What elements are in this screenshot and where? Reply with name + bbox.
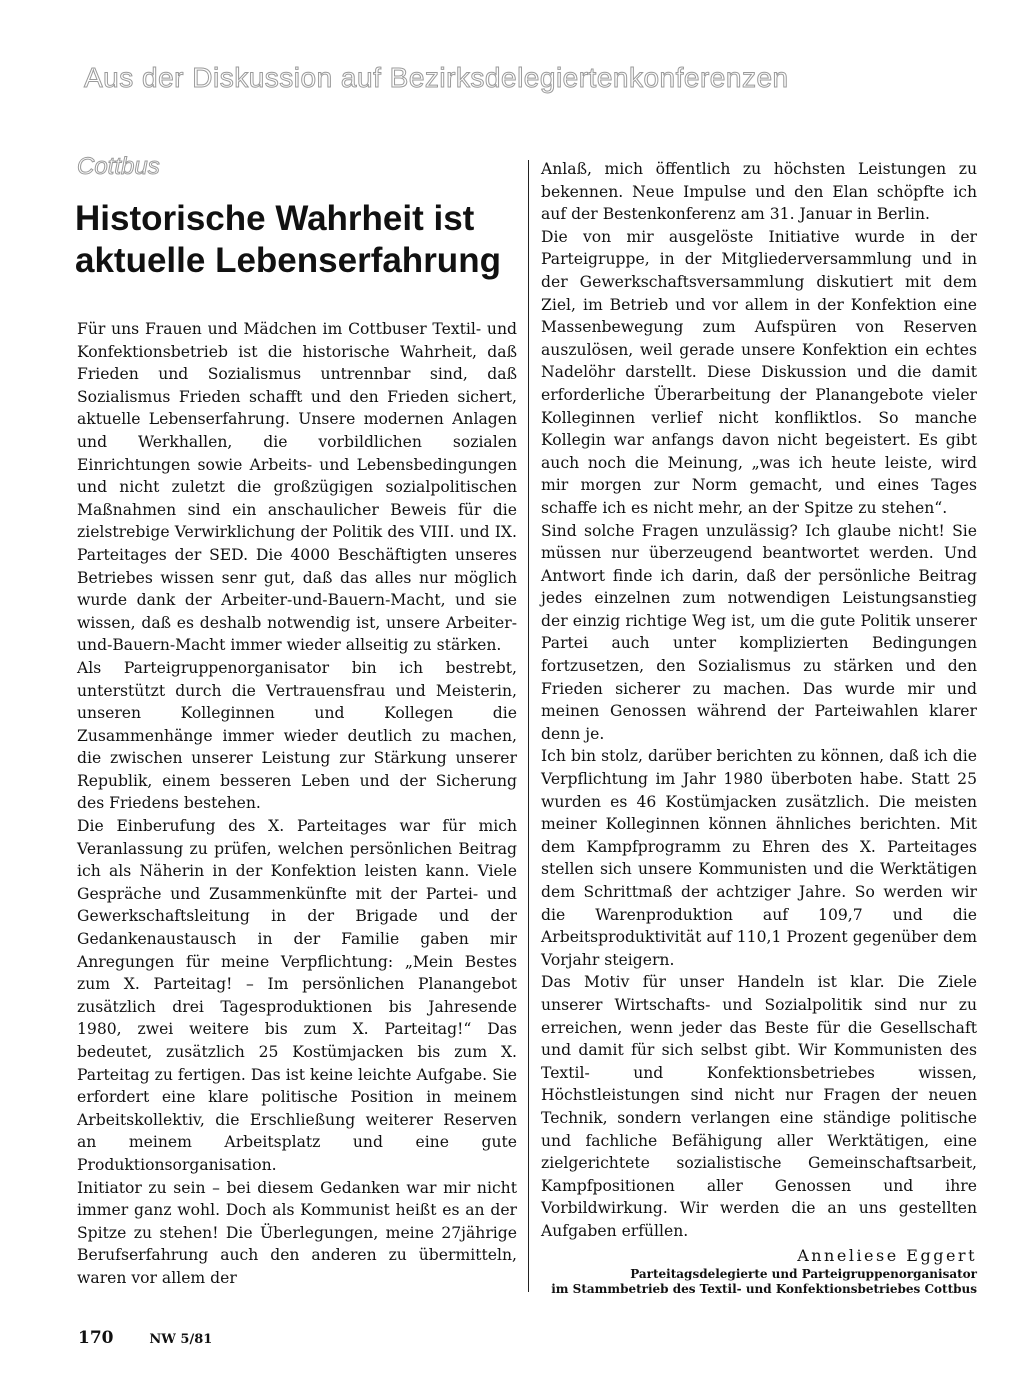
paragraph: Ich bin stolz, darüber berichten zu können, daß ich die Verpflichtung im Jahr 1980 überboten habe. Statt 25 wurden es 46 Kostümjacken zusätzlich. Die meisten meiner Kolleginnen können ähnliches berichten. Mit dem Kampfprogramm zu Ehren des X. Parteitages stellen sich unsere Kommunisten und die Werktätigen dem Schrittmaß der achtziger Jahre. So werden wir die Warenproduktion auf 109,7 und die Arbeitsproduktivität auf 110,1 Prozent gegenüber dem Vorjahr steigern. [541,747,977,969]
paragraph: Das Motiv für unser Handeln ist klar. Die Ziele unserer Wirtschafts- und Sozialpolitik sind nur zu erreichen, wenn jeder das Beste für die Gesellschaft und damit für sich selbst gibt. Wir Kommunisten des Textil- und Konfektionsbetriebes wissen, Höchstleistungen sind nicht nur Fragen der neuen Technik, sondern verlangen eine ständige politische und fachliche Befähigung aller Werktätigen, eine zielgerichtete sozialistische Gemeinschaftsarbeit, Kampfpositionen aller Genossen und ihre Vorbildwirkung. Wir werden die an uns gestellten Aufgaben erfüllen. [541,973,977,1240]
page-footer [78,1328,212,1348]
page-number: 170 [78,1328,114,1348]
author-role: Parteitagsdelegierte und Parteigruppenorganisator [630,1266,977,1281]
signature-block [541,1245,977,1297]
city-label: Cottbus [77,153,160,180]
paragraph: Für uns Frauen und Mädchen im Cottbuser Textil- und Konfektionsbetrieb ist die historische Wahrheit, daß Frieden und Sozialismus untrennbar sind, daß Sozialismus Frieden schafft und den Frieden sichert, aktuelle Lebenserfahrung. Unsere modernen Anlagen und Werkhallen, die vorbildlichen sozialen Einrichtungen sowie Arbeits- und Lebensbedingungen und nicht zuletzt die großzügigen sozialpolitischen Maßnahmen sind ein anschaulicher Beweis für die zielstrebige Verwirklichung der Politik des VIII. und IX. Parteitages der SED. Die 4000 Beschäftigten unseres Betriebes wissen senr gut, daß das alles nur möglich wurde dank der Arbeiter-und-Bauern-Macht, und sie wissen, daß es deshalb notwendig ist, unsere Arbeiter-und-Bauern-Macht immer wieder allseitig zu stärken. [77,320,517,655]
issue-label: NW 5/81 [149,1332,213,1347]
paragraph: Anlaß, mich öffentlich zu höchsten Leistungen zu bekennen. Neue Impulse und den Elan schöpfte ich auf der Bestenkonferenz am 31. Januar in Berlin. [541,160,977,224]
paragraph: Sind solche Fragen unzulässig? Ich glaube nicht! Sie müssen nur überzeugend beantwortet werden. Und Antwort finde ich darin, daß der persönliche Beitrag jedes einzelnen zum notwendigen Leistungsanstieg der einzig richtige Weg ist, um die gute Politik unserer Partei auch unter komplizierten Bedingungen fortzusetzen, den Sozialismus zu stärken und den Frieden sicherer zu machen. Das wurde mir und meinen Genossen während der Parteiwahlen klarer denn je. [541,521,977,743]
paragraph: Als Parteigruppenorganisator bin ich bestrebt, unterstützt durch die Vertrauensfrau und Meisterin, unseren Kolleginnen und Kollegen die Zusammenhänge immer wieder deutlich zu machen, die zwischen unserer Leistung zur Stärkung unserer Republik, einem besseren Leben und der Sicherung des Friedens bestehen. [77,658,517,813]
right-column [541,158,977,1297]
column-divider [528,160,529,1292]
paragraph: Die von mir ausgelöste Initiative wurde in der Parteigruppe, in der Mitgliederversammlung und in der Gewerkschaftsversammlung diskutiert mit dem Ziel, im Betrieb und vor allem in der Konfektion eine Massenbewegung zum Aufspüren von Reserven auszulösen, weil gerade unsere Konfektion ein echtes Nadelöhr darstellt. Diese Diskussion und die damit erforderliche Überarbeitung der Planangebote vieler Kolleginnen verlief nicht konfliktlos. So manche Kollegin war anfangs davon nicht begeistert. Es gibt auch noch die Meinung, „was ich heute leiste, wird mir morgen zur Norm gemacht, und eines Tages schaffe ich es nicht mehr, an der Spitze zu stehen“. [541,227,977,517]
paragraph: Die Einberufung des X. Parteitages war für mich Veranlassung zu prüfen, welchen persönlichen Beitrag ich als Näherin in der Konfektion leisten kann. Viele Gespräche und Zusammenkünfte mit der Partei- und Gewerkschaftsleitung in der Brigade und der Gedankenaustausch in der Familie gaben mir Anregungen für meine Verpflichtung: „Mein Bestes zum X. Parteitag! – Im persönlichen Planangebot zusätzlich drei Tagesproduktionen bis Jahresende 1980, zwei weitere bis zum X. Parteitag!“ Das bedeutet, zusätzlich 25 Kostümjacken bis zum X. Parteitag zu fertigen. Das ist keine leichte Aufgabe. Sie erfordert eine klare politische Position in meinem Arbeitskollektiv, die Erschließung weiterer Reserven an meinem Arbeitsplatz und eine gute Produktionsorganisation. [77,817,517,1174]
author-name: Anneliese Eggert [797,1245,977,1265]
left-column [77,318,517,1290]
paragraph: Initiator zu sein – bei diesem Gedanken war mir nicht immer ganz wohl. Doch als Kommunist heißt es an der Spitze zu stehen! Die Überlegungen, meine 27jährige Berufserfahrung auch den anderen zu übermitteln, waren vor allem der [77,1178,517,1287]
section-kicker: Aus der Diskussion auf Bezirksdelegiertenkonferenzen [84,62,789,93]
author-affiliation: im Stammbetrieb des Textil- und Konfektionsbetriebes Cottbus [551,1281,977,1296]
article-headline: Historische Wahrheit ist aktuelle Lebenserfahrung [75,199,501,280]
